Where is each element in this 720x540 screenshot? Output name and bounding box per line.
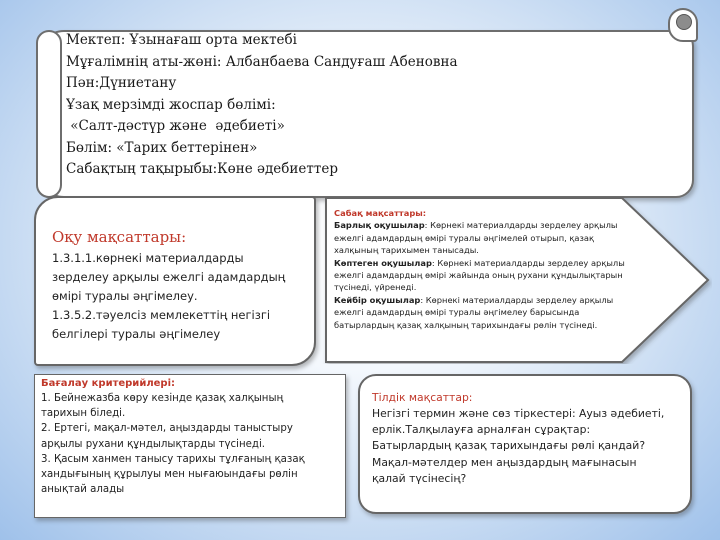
lesson-objectives-panel [334,207,634,357]
lesson-topic-line: Сабақтың тақырыбы:Көне әдебиеттер [66,161,338,176]
learning-objectives-title: Оқу мақсаттары: [52,228,187,246]
scroll-roll-left [36,30,62,198]
assessment-line: 3. Қасым ханмен танысу тарихы тұлғаның қазақ [41,453,305,465]
some-students-label: Кейбір оқушылар [334,294,421,305]
learning-objectives-panel [34,196,316,366]
header-info [66,30,686,176]
most-students-text: : Көрнекі материалдарды зерделеу арқылы ежелгі адамдардың өмірі жайында оның рухани құндылықтарын түсінеді, үйренеді. [334,257,625,293]
learning-objective-line: 1.3.1.1.көрнекі материалдарды [52,251,244,265]
assessment-criteria-title: Бағалау критерийлері: [41,378,176,389]
teacher-line: Мұғалімнің аты-жөні: Албанбаева Сандуғаш Абеновна [66,53,458,70]
some-students-text: : Көрнекі материалдарды зерделеу арқылы ежелгі адамдардың өмірі туралы әңгімелеу барысында батырлардың қазақ халқының тарихындағы рөлін түсінеді. [334,294,614,330]
some-students-objective [334,294,634,331]
language-objective-line: қалай түсінесің? [372,471,467,485]
learning-objective-line: белгілері туралы әңгімелеу [52,327,221,341]
most-students-objective [334,257,634,294]
language-objective-line: Негізгі термин және сөз тіркестері: Ауыз әдебиеті, [372,407,665,420]
most-students-label: Көптеген оқушылар [334,257,432,268]
long-term-plan-value: «Салт-дәстүр және әдебиеті» [66,118,285,134]
school-line: Мектеп: Ұзынағаш орта мектебі [66,32,297,48]
language-objective-line: Мақал-мәтелдер мен аңыздардың мағынасын [372,455,637,469]
assessment-line: анықтай алады [41,484,125,496]
assessment-line: 2. Ертегі, мақал-мәтел, аңыздарды таныстыру [41,423,293,435]
language-objectives-title: Тілдік мақсаттар: [372,391,473,404]
assessment-line: тарихын біледі. [41,408,126,420]
long-term-plan-line: Ұзақ мерзімді жоспар бөлімі: [66,96,276,113]
language-objective-line: Батырлардың қазақ тарихындағы рөлі қандай? [372,439,646,453]
subject-line: Пән:Дүниетану [66,75,177,91]
all-students-objective [334,219,634,256]
section-line: Бөлім: «Тарих беттерінен» [66,139,258,156]
assessment-line: арқылы рухани құндылықтарды түсінеді. [41,438,266,450]
all-students-text: : Көрнекі материалдарды зерделеу арқылы ежелгі адамдардың өмірі туралы әңгімелей отырып, қазақ халқының тарихымен танысады. [334,220,618,256]
lesson-objectives-title: Сабақ мақсаттары: [334,208,427,218]
assessment-criteria-panel [34,374,346,518]
all-students-label: Барлық оқушылар [334,220,425,231]
scroll-curl-icon [676,14,692,30]
learning-objective-line: зерделеу арқылы ежелгі адамдардың [52,270,286,284]
language-objectives-panel [358,374,692,514]
assessment-line: хандығының құрылуы мен нығаюындағы рөлін [41,469,298,481]
learning-objective-line: өмірі туралы әңгімелеу. [52,289,198,303]
language-objective-line: ерлік.Талқылауға арналған сұрақтар: [372,423,591,437]
learning-objective-line: 1.3.5.2.тәуелсіз мемлекеттің негізгі [52,308,271,322]
assessment-line: 1. Бейнежазба көру кезінде қазақ халқының [41,393,284,404]
